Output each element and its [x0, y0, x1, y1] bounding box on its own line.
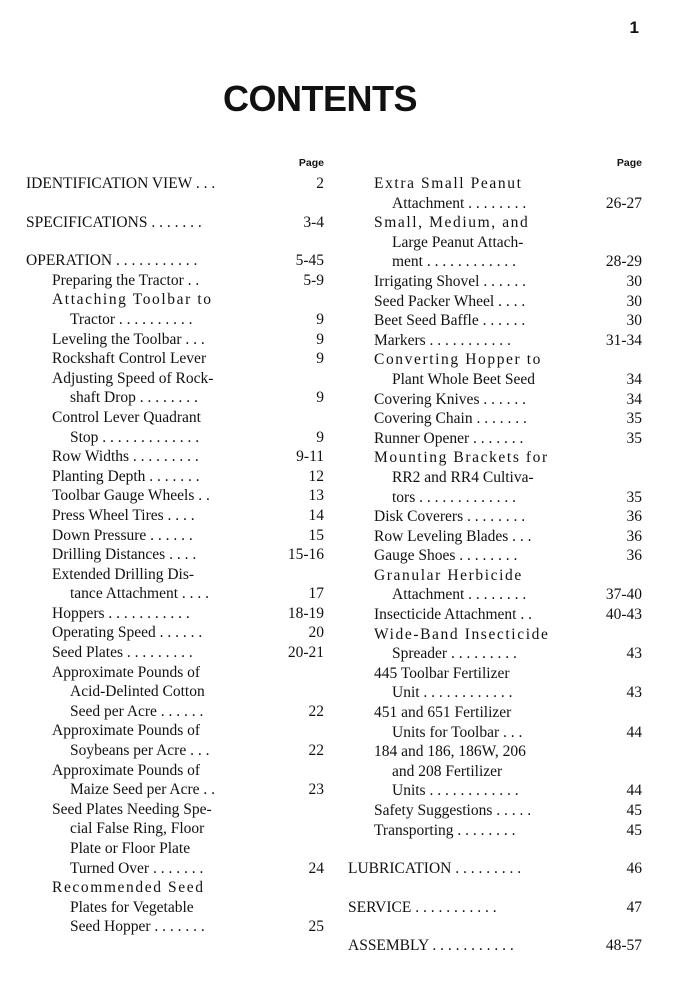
toc-entry [26, 349, 324, 369]
toc-entry [348, 311, 642, 331]
toc-entry [348, 174, 642, 213]
toc-entry-label [26, 467, 280, 487]
toc-entry-page: 17 [308, 585, 324, 603]
toc-column-right [348, 152, 642, 956]
toc-entry-label [348, 527, 598, 547]
toc-entry-page: 30 [626, 292, 642, 310]
toc-entry [348, 821, 642, 841]
toc-entry-label [348, 859, 598, 879]
toc-entry [348, 742, 642, 801]
toc-entry [26, 330, 324, 350]
toc-entry-label [348, 936, 598, 956]
toc-entry-line: ASSEMBLY . . . . . . . . . . . [348, 937, 514, 955]
toc-entry-line: Hoppers . . . . . . . . . . . [52, 604, 190, 622]
toc-entry-label [26, 623, 280, 643]
toc-entry-page: 20 [308, 624, 324, 642]
toc-entry-line: Beet Seed Baffle . . . . . . [374, 312, 526, 330]
toc-spacer [348, 917, 642, 936]
toc-entry-label [348, 703, 598, 742]
toc-entry-page: 30 [626, 272, 642, 290]
toc-entry [26, 800, 324, 878]
toc-entry [26, 369, 324, 408]
toc-entry-page: 9 [316, 350, 324, 368]
toc-entry-label [26, 565, 280, 604]
toc-entry [26, 467, 324, 487]
toc-entry [348, 213, 642, 272]
toc-entry [348, 664, 642, 703]
page-column-header: Page [616, 157, 642, 169]
toc-entry-line: Attachment . . . . . . . . [392, 586, 527, 604]
toc-entry-page: 43 [626, 645, 642, 663]
toc-entry-page: 44 [626, 782, 642, 800]
toc-entry-line: Down Pressure . . . . . . [52, 526, 193, 544]
toc-entry-label [26, 878, 280, 937]
toc-entry-line: ment . . . . . . . . . . . . [392, 253, 516, 271]
toc-entry-line: Seed Hopper . . . . . . . [70, 918, 205, 936]
toc-entry [348, 292, 642, 312]
toc-entry-page: 35 [626, 488, 642, 506]
toc-entry-line: Units for Toolbar . . . [392, 723, 523, 741]
toc-entry-line: Plant Whole Beet Seed [392, 370, 536, 388]
toc-entry-label [26, 290, 280, 329]
toc-entry-line: Planting Depth . . . . . . . [52, 467, 200, 485]
toc-entry [348, 703, 642, 742]
toc-entry-label [26, 447, 280, 467]
toc-entry-label [26, 330, 280, 350]
toc-entry-label [26, 643, 280, 663]
toc-entry-label [26, 251, 280, 271]
toc-entry-label [348, 566, 598, 605]
toc-entry-line: Runner Opener . . . . . . . [374, 429, 524, 447]
toc-entry-line: Adjusting Speed of Rock- [52, 369, 214, 387]
toc-entry-line: Insecticide Attachment . . [374, 606, 532, 624]
toc-entry [26, 506, 324, 526]
toc-entry-label [348, 174, 598, 213]
toc-entry-line: Soybeans per Acre . . . [70, 742, 210, 760]
toc-entry [26, 761, 324, 800]
toc-entry-line: Irrigating Shovel . . . . . . [374, 272, 526, 290]
toc-entry [348, 409, 642, 429]
toc-entry-label [26, 604, 280, 624]
toc-entry [348, 546, 642, 566]
toc-entry-page: 2 [316, 175, 324, 192]
toc-entry-label [348, 213, 598, 272]
toc-entry-page: 5-9 [303, 271, 324, 289]
toc-entry-line: Mounting Brackets for [374, 449, 549, 467]
toc-entries-left [26, 174, 324, 937]
toc-entry-line: OPERATION . . . . . . . . . . . [26, 252, 198, 270]
toc-entry-line: SPECIFICATIONS . . . . . . . [26, 213, 202, 231]
toc-entry [348, 390, 642, 410]
toc-entry [348, 272, 642, 292]
toc-entry-line: Safety Suggestions . . . . . [374, 802, 532, 819]
toc-entry-label [348, 625, 598, 664]
toc-entry [348, 859, 642, 879]
page-number: 1 [629, 18, 639, 37]
toc-entry-page: 9 [316, 330, 324, 348]
toc-entry [26, 174, 324, 194]
toc-entry-line: Operating Speed . . . . . . [52, 624, 203, 642]
toc-entry-label [348, 742, 598, 801]
toc-spacer [348, 840, 642, 859]
toc-spacer [26, 232, 324, 251]
toc-entry-label [348, 898, 598, 918]
toc-entry [26, 604, 324, 624]
toc-entry-page: 30 [626, 312, 642, 330]
toc-entry-line: Press Wheel Tires . . . . [52, 506, 195, 524]
toc-entry-page: 31-34 [605, 331, 642, 349]
toc-entry-line: Approximate Pounds of [52, 663, 201, 681]
toc-entry-line: Row Widths . . . . . . . . . [52, 448, 199, 466]
toc-entry-line: Rockshaft Control Lever [52, 350, 207, 368]
toc-entry-label [348, 429, 598, 449]
toc-entry [348, 350, 642, 389]
toc-entry-line: Seed per Acre . . . . . . [70, 702, 204, 720]
toc-entry-line: RR2 and RR4 Cultiva- [392, 468, 534, 486]
toc-entry-label [26, 545, 280, 565]
toc-entry-page: 23 [308, 781, 324, 799]
toc-entry-line: Converting Hopper to [374, 351, 543, 369]
toc-entry-line: Covering Chain . . . . . . . [374, 410, 527, 428]
toc-entry-label [26, 800, 280, 878]
toc-entry-line: Attaching Toolbar to [52, 291, 213, 309]
toc-entry-label [26, 486, 280, 506]
toc-entry-page: 36 [626, 527, 642, 545]
toc-entry-line: Units . . . . . . . . . . . . [392, 782, 519, 800]
toc-entry [348, 448, 642, 507]
toc-entry-page: 22 [308, 702, 324, 720]
toc-entry [26, 447, 324, 467]
toc-entry-page: 36 [626, 508, 642, 526]
toc-entry-label [348, 664, 598, 703]
toc-entry-label [26, 369, 280, 408]
toc-entry-line: Tractor . . . . . . . . . . [70, 310, 193, 328]
toc-entry-page: 9 [316, 310, 324, 328]
toc-entry-line: Acid-Delinted Cotton [70, 683, 205, 701]
toc-entry-label [26, 506, 280, 526]
toc-entry-page: 20-21 [287, 644, 324, 662]
toc-entry-line: Wide-Band Insecticide [374, 625, 550, 643]
toc-column-left [26, 152, 324, 937]
toc-entry [348, 566, 642, 605]
toc-entry-line: Gauge Shoes . . . . . . . . [374, 547, 518, 565]
toc-entry-page: 15 [308, 526, 324, 544]
toc-entry-line: Markers . . . . . . . . . . . [374, 331, 511, 349]
toc-entry-label [26, 526, 280, 546]
toc-entry-line: Spreader . . . . . . . . . [392, 645, 517, 663]
toc-entry-label [348, 448, 598, 507]
toc-entry-label [348, 507, 598, 527]
toc-entry [26, 643, 324, 663]
toc-spacer [348, 879, 642, 898]
toc-entry-page: 37-40 [605, 586, 642, 604]
toc-entry [348, 936, 642, 956]
toc-entry-line: Stop . . . . . . . . . . . . . [70, 428, 200, 446]
toc-entry-page: 26-27 [605, 194, 642, 212]
toc-entry-label [348, 605, 598, 625]
toc-entry-page: 48-57 [605, 937, 642, 955]
toc-entry [26, 623, 324, 643]
toc-entry-line: tors . . . . . . . . . . . . . [392, 488, 516, 506]
toc-entry-line: Preparing the Tractor . . [52, 271, 200, 289]
toc-entry [26, 408, 324, 447]
toc-entry-label [348, 409, 598, 429]
toc-entry-line: 451 and 651 Fertilizer [374, 704, 512, 722]
toc-entry [26, 486, 324, 506]
toc-entry-page: 15-16 [287, 546, 324, 564]
toc-entry-page: 9 [316, 389, 324, 407]
toc-entry-line: Disk Coverers . . . . . . . . [374, 508, 526, 526]
toc-entry [26, 721, 324, 760]
toc-entry-line: Approximate Pounds of [52, 722, 201, 740]
toc-entry-label [26, 721, 280, 760]
toc-entry-page: 34 [626, 390, 642, 408]
toc-entry-page: 47 [626, 898, 642, 916]
toc-entry-line: Attachment . . . . . . . . [392, 194, 527, 212]
toc-entry [348, 429, 642, 449]
toc-entry-page: 9 [316, 428, 324, 446]
toc-entry-page: 14 [308, 506, 324, 524]
toc-entry-line: Toolbar Gauge Wheels . . [52, 487, 210, 505]
toc-entry-page: 13 [308, 487, 324, 505]
toc-entry-page: 35 [626, 429, 642, 447]
toc-entry-page: 43 [626, 684, 642, 702]
toc-entry-label [348, 331, 598, 351]
toc-entry-page: 12 [308, 467, 324, 485]
toc-entry [26, 290, 324, 329]
toc-entry [348, 801, 642, 821]
toc-entry-page: 40-43 [605, 606, 642, 624]
toc-entry [348, 625, 642, 664]
toc-entry [26, 663, 324, 722]
toc-entry-page: 35 [626, 410, 642, 428]
toc-entry [26, 565, 324, 604]
toc-entry-page: 44 [626, 723, 642, 741]
toc-entry-page: 9-11 [296, 448, 324, 466]
toc-entry-page: 34 [626, 370, 642, 388]
toc-entry-page: 36 [626, 547, 642, 565]
toc-entry-label [26, 213, 280, 233]
toc-entry-line: Leveling the Toolbar . . . [52, 330, 205, 348]
toc-entry-label [26, 761, 280, 800]
toc-entry-line: Approximate Pounds of [52, 761, 201, 779]
toc-entry [26, 271, 324, 291]
toc-entry-line: Small, Medium, and [374, 214, 530, 232]
toc-entry [26, 526, 324, 546]
toc-entry-label [348, 350, 598, 389]
toc-entry-line: Recommended Seed [52, 879, 205, 897]
toc-entry [348, 898, 642, 918]
page-title: CONTENTS [223, 78, 417, 119]
toc-entry-line: IDENTIFICATION VIEW . . . [26, 175, 216, 192]
toc-entry-page: 24 [308, 859, 324, 877]
toc-entry [26, 878, 324, 937]
toc-entry-line: Row Leveling Blades . . . [374, 527, 532, 545]
toc-entry-line: Granular Herbicide [374, 566, 523, 584]
toc-entry-line: SERVICE . . . . . . . . . . . [348, 898, 497, 916]
toc-entry [348, 527, 642, 547]
toc-entry-line: shaft Drop . . . . . . . . [70, 389, 198, 407]
toc-entry-label [348, 546, 598, 566]
toc-entry-label [348, 311, 598, 331]
toc-entry-line: Seed Plates Needing Spe- [52, 800, 212, 818]
toc-entry-page: 5-45 [295, 252, 324, 270]
toc-entry-line: Seed Packer Wheel . . . . [374, 292, 526, 310]
toc-entry-line: Control Lever Quadrant [52, 408, 201, 426]
toc-entry-label [348, 292, 598, 312]
toc-entry-page: 46 [626, 860, 642, 878]
toc-entry-line: Extra Small Peanut [374, 175, 523, 192]
toc-entry-label [26, 349, 280, 369]
toc-entry-line: tance Attachment . . . . [70, 585, 210, 603]
toc-entry [26, 545, 324, 565]
toc-entry-page: 3-4 [303, 213, 324, 231]
toc-entry-line: Covering Knives . . . . . . [374, 390, 526, 408]
toc-entry [348, 605, 642, 625]
toc-entry-label [26, 174, 280, 194]
toc-entry-page: 25 [308, 918, 324, 936]
toc-entry-line: Maize Seed per Acre . . [70, 781, 216, 799]
toc-entry-line: Seed Plates . . . . . . . . . [52, 644, 193, 662]
toc-entry-line: 445 Toolbar Fertilizer [374, 664, 510, 682]
toc-entry-page: 18-19 [287, 604, 324, 622]
toc-entry-page: 45 [626, 802, 642, 819]
toc-entry-line: Extended Drilling Dis- [52, 565, 195, 583]
toc-entry-line: Unit . . . . . . . . . . . . [392, 684, 513, 702]
toc-entry-line: Plate or Floor Plate [70, 840, 191, 857]
toc-entry-line: cial False Ring, Floor [70, 820, 205, 838]
toc-entry-page: 28-29 [605, 253, 642, 271]
toc-entry-label [348, 390, 598, 410]
toc-spacer [26, 194, 324, 213]
toc-entry-page: 45 [626, 821, 642, 839]
toc-entry-label [26, 663, 280, 722]
toc-entry-label [26, 408, 280, 447]
toc-entry-label [348, 272, 598, 292]
toc-entry-line: Large Peanut Attach- [392, 233, 524, 251]
toc-entry [348, 507, 642, 527]
toc-entry-line: LUBRICATION . . . . . . . . . [348, 860, 522, 878]
toc-entry-page: 22 [308, 742, 324, 760]
toc-entry [26, 251, 324, 271]
toc-entry-line: 184 and 186, 186W, 206 [374, 743, 526, 761]
toc-entry [26, 213, 324, 233]
toc-entry-label [348, 821, 598, 841]
toc-entry-label [348, 801, 598, 821]
toc-entry [348, 331, 642, 351]
toc-entry-line: Plates for Vegetable [70, 898, 194, 916]
toc-entry-line: Turned Over . . . . . . . [70, 859, 204, 877]
toc-entry-line: Transporting . . . . . . . . [374, 821, 516, 839]
page-column-header: Page [298, 157, 324, 169]
toc-entry-line: Drilling Distances . . . . [52, 546, 197, 564]
toc-entry-line: and 208 Fertilizer [392, 762, 503, 780]
toc-entry-label [26, 271, 280, 291]
toc-entries-right [348, 174, 642, 956]
